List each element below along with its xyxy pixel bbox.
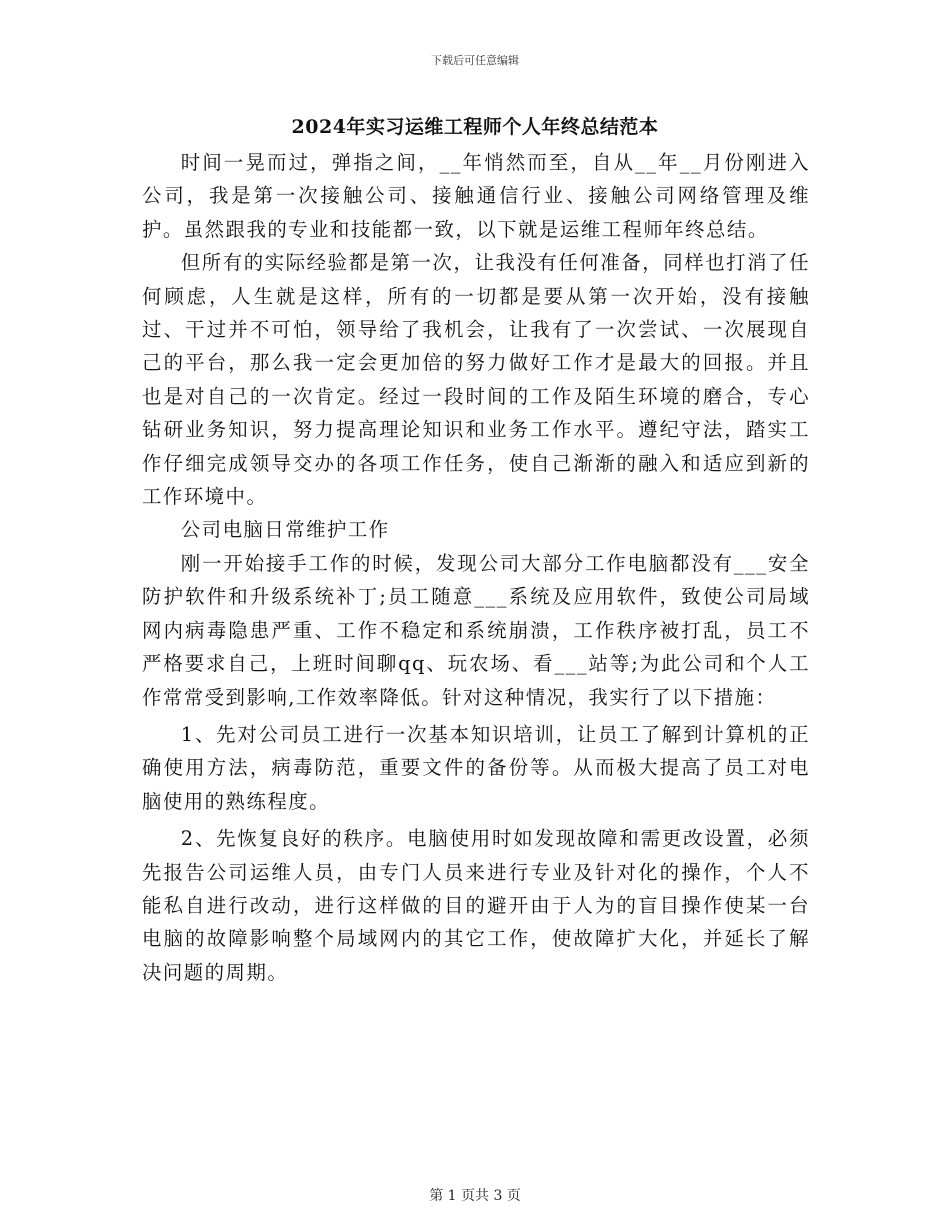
document-title: 2024年实习运维工程师个人年终总结范本 (291, 116, 659, 138)
page-number: 第 1 页共 3 页 (429, 1188, 521, 1204)
paragraph-initial-situation: 刚一开始接手工作的时候，发现公司大部分工作电脑都没有___安全防护软件和升级系统补丁;员工随意___系统及应用软件，致使公司局域网内病毒隐患严重、工作不稳定和系统崩溃，工作秩序被打乱，员工不严格要求自己，上班时间聊qq、玩农场、看___站等;为此公司和个人工作常常受到影响,工作效率降低。针对这种情况，我实行了以下措施： (142, 551, 810, 709)
paragraph-measure-1: 1、先对公司员工进行一次基本知识培训，让员工了解到计算机的正确使用方法，病毒防范，重要文件的备份等。从而极大提高了员工对电脑使用的熟练程度。 (142, 722, 810, 813)
paragraph-experience: 但所有的实际经验都是第一次，让我没有任何准备，同样也打消了任何顾虑，人生就是这样，所有的一切都是要从第一次开始，没有接触过、干过并不可怕，领导给了我机会，让我有了一次尝试、一次展现自己的平台，那么我一定会更加倍的努力做好工作才是最大的回报。并且也是对自己的一次肯定。经过一段时间的工作及陌生环境的磨合，专心钻研业务知识，努力提高理论知识和业务工作水平。遵纪守法，踏实工作仔细完成领导交办的各项工作任务，使自己渐渐的融入和适应到新的工作环境中。 (142, 251, 810, 509)
paragraph-intro: 时间一晃而过，弹指之间，__年悄然而至，自从__年__月份刚进入公司，我是第一次接触公司、接触通信行业、接触公司网络管理及维护。虽然跟我的专业和技能都一致，以下就是运维工程师年终总结。 (142, 151, 810, 241)
document-body (142, 146, 810, 989)
section-heading-maintenance: 公司电脑日常维护工作 (180, 518, 390, 542)
paragraph-measure-2: 2、先恢复良好的秩序。电脑使用时如发现故障和需更改设置，必须先报告公司运维人员，由专门人员来进行专业及针对化的操作，个人不能私自进行改动，进行这样做的目的避开由于人为的盲目操作使某一台电脑的故障影响整个局域网内的其它工作，使故障扩大化，并延长了解决问题的周期。 (142, 827, 810, 984)
header-note: 下载后可任意编辑 (431, 54, 519, 67)
